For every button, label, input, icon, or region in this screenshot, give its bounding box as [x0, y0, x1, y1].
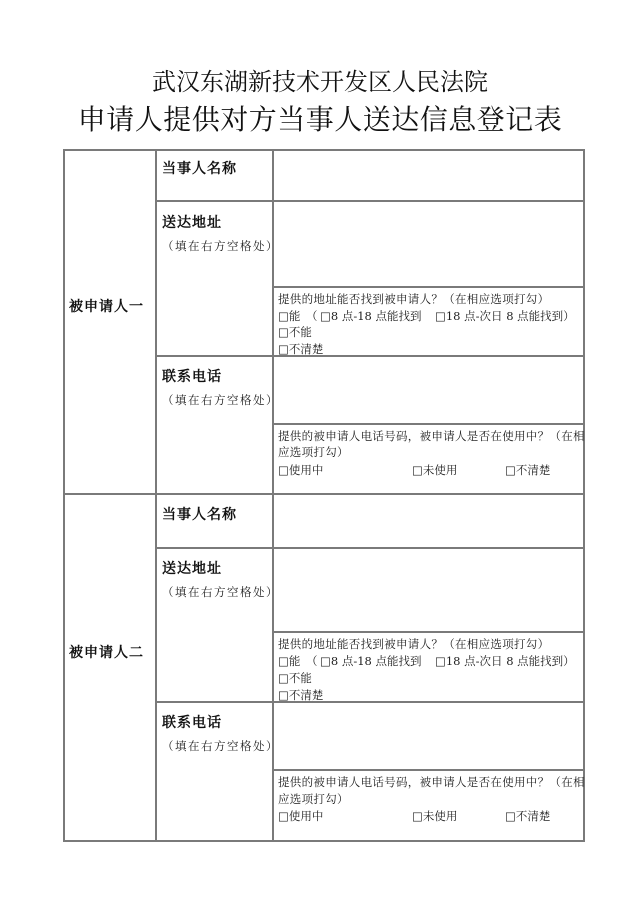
phone-label: 联系电话: [162, 369, 222, 385]
court-name: 武汉东湖新技术开发区人民法院: [152, 68, 488, 96]
party-name-input[interactable]: [274, 495, 583, 547]
table-divider-col2: [155, 149, 157, 842]
address-question: 提供的地址能否找到被申请人？（在相应选项打勾）: [278, 292, 550, 306]
checkbox-cannot-find[interactable]: □不能: [278, 325, 312, 339]
form-title: 申请人提供对方当事人送达信息登记表: [77, 103, 563, 136]
checkbox-cannot-find[interactable]: □不能: [278, 671, 312, 685]
checkbox-address-unclear[interactable]: □不清楚: [278, 688, 324, 702]
checkbox-in-use[interactable]: □使用中: [278, 809, 324, 823]
row-divider: [272, 286, 585, 288]
checkbox-not-used[interactable]: □未使用: [412, 463, 458, 477]
phone-hint: （填在右方空格处）: [162, 393, 279, 407]
row-divider: [272, 423, 585, 425]
checkbox-not-used[interactable]: □未使用: [412, 809, 458, 823]
row-divider: [272, 631, 585, 633]
row-divider: [272, 769, 585, 771]
address-hint: （填在右方空格处）: [162, 239, 279, 253]
phone-question-line2: 应选项打勾）: [278, 792, 349, 806]
table-border-left: [63, 149, 65, 842]
checkbox-phone-unclear[interactable]: □不清楚: [505, 809, 551, 823]
address-label: 送达地址: [162, 561, 222, 577]
table-border-right: [583, 149, 585, 842]
checkbox-8-18[interactable]: □8 点-18 点能找到: [320, 654, 422, 668]
address-input[interactable]: [274, 202, 583, 286]
checkbox-8-18[interactable]: □8 点-18 点能找到: [320, 309, 422, 323]
party-name-label: 当事人名称: [162, 161, 237, 177]
phone-question-line2: 应选项打勾）: [278, 445, 349, 459]
phone-question-line1: 提供的被申请人电话号码，被申请人是否在使用中？（在相: [278, 429, 585, 443]
phone-input[interactable]: [274, 357, 583, 423]
party-name-label: 当事人名称: [162, 507, 237, 523]
checkbox-can-find[interactable]: □能: [278, 654, 301, 668]
address-label: 送达地址: [162, 215, 222, 231]
checkbox-address-unclear[interactable]: □不清楚: [278, 342, 324, 356]
checkbox-phone-unclear[interactable]: □不清楚: [505, 463, 551, 477]
phone-input[interactable]: [274, 703, 583, 769]
respondent-label: 被申请人二: [69, 645, 144, 661]
checkbox-18-8[interactable]: □18 点-次日 8 点能找到）: [435, 309, 575, 323]
checkbox-can-find[interactable]: □能: [278, 309, 301, 323]
address-question: 提供的地址能否找到被申请人？（在相应选项打勾）: [278, 637, 550, 651]
checkbox-18-8[interactable]: □18 点-次日 8 点能找到）: [435, 654, 575, 668]
table-border-bottom: [63, 840, 585, 842]
phone-hint: （填在右方空格处）: [162, 739, 279, 753]
address-input[interactable]: [274, 549, 583, 631]
checkbox-in-use[interactable]: □使用中: [278, 463, 324, 477]
address-hint: （填在右方空格处）: [162, 585, 279, 599]
paren-open: （: [306, 654, 318, 668]
respondent-label: 被申请人一: [69, 299, 144, 315]
paren-open: （: [306, 309, 318, 323]
party-name-input[interactable]: [274, 151, 583, 200]
phone-question-line1: 提供的被申请人电话号码，被申请人是否在使用中？（在相: [278, 775, 585, 789]
phone-label: 联系电话: [162, 715, 222, 731]
